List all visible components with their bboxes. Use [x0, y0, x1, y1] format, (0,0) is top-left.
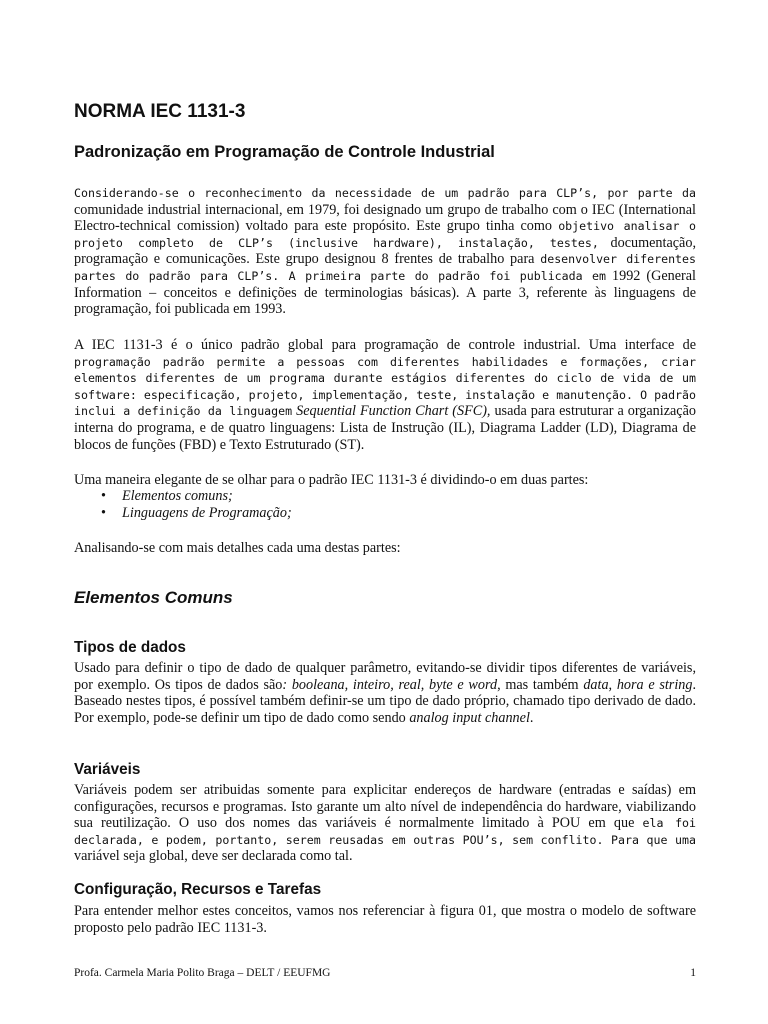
para2-d: usada para estruturar a organização interna do programa, e de quatro linguagens: Lista de Instrução (IL), Diagrama Ladder (LD), Diagrama de blocos de funções (FBD) e Texto Estruturado (ST). — [74, 403, 696, 453]
intro-paragraph — [74, 185, 696, 318]
list-item: • Elementos comuns; — [101, 488, 233, 504]
heading-configuracao: Configuração, Recursos e Tarefas — [74, 881, 322, 898]
parts-list — [74, 488, 574, 522]
footer-author: Profa. Carmela Maria Polito Braga – DELT / EEUFMG — [74, 967, 331, 979]
page-number: 1 — [690, 967, 696, 979]
configuracao-paragraph: Para entender melhor estes conceitos, vamos nos referenciar à figura 01, que mostra o modelo de software proposto pelo padrão IEC 1131-3. — [74, 903, 696, 936]
analysis-paragraph: Analisando-se com mais detalhes cada uma destas partes: — [74, 540, 401, 556]
tipos-de-dados-paragraph: Usado para definir o tipo de dado de qualquer parâmetro, evitando-se dividir tipos diferentes de variáveis, por exemplo. Os tipos de dados são: booleana, inteiro, real, byte e word, mas também data, hora e string. Baseado nestes tipos, é possível também definir-se um tipo de dado próprio, chamado tipo derivado de dado. Por exemplo, pode-se definir um tipo de dado como sendo analog input channel. — [74, 660, 697, 726]
intro-part2: comunidade industrial internacional, em 1979, foi designado um grupo de trabalho com o IEC (International Electro-technical comission) voltado para este propósito. Este grupo tinha como — [74, 201, 696, 235]
heading-tipos-de-dados: Tipos de dados — [74, 639, 186, 656]
para2-b: programação padrão permite a pessoas com diferentes habilidades e formações, criar elementos diferentes de um programa durante estágios diferentes do ciclo de vida de um software: especificação, projeto, implementação, teste, instalação e manutenção. O padrão inclui a definição da linguagem — [74, 354, 696, 419]
intro-part3: objetivo analisar o projeto completo de CLP’s (inclusive hardware), instalação, testes, — [74, 219, 697, 250]
section-title-elementos-comuns: Elementos Comuns — [74, 588, 233, 607]
division-paragraph: Uma maneira elegante de se olhar para o padrão IEC 1131-3 é dividindo-o em duas partes: — [74, 472, 589, 488]
iec-overview-paragraph — [74, 337, 696, 453]
intro-part1: Considerando-se o reconhecimento da necessidade de um padrão para CLP’s, por parte da — [74, 186, 696, 200]
document-subtitle: Padronização em Programação de Controle Industrial — [74, 143, 495, 161]
intro-part6: 1992 (General Information – conceitos e definições de terminologias básicas). A parte 3, referente às linguagens de programação, foi publicada em 1993. — [74, 267, 696, 318]
list-item: • Linguagens de Programação; — [101, 505, 292, 521]
document-title: NORMA IEC 1131-3 — [74, 101, 246, 122]
heading-variaveis: Variáveis — [74, 761, 141, 778]
para2-sfc: Sequential Function Chart (SFC), — [296, 403, 491, 420]
intro-part4: documentação, programação e comunicações. Este grupo designou 8 frentes de trabalho para — [74, 234, 696, 268]
intro-part5: desenvolver diferentes partes do padrão para CLP’s. A primeira parte do padrão foi publicada em — [74, 252, 696, 283]
para2-a: A IEC 1131-3 é o único padrão global para programação de controle industrial. Uma interface de — [74, 337, 696, 353]
page-footer — [74, 967, 696, 979]
variaveis-paragraph: Variáveis podem ser atribuidas somente para explicitar endereços de hardware (entradas e saídas) em configurações, recursos e programas. Isto garante um alto nível de independência do hardware, viabilizando sua reutilização. O uso dos nomes das variáveis é normalmente limitado à POU em que ela foi declarada, e podem, portanto, serem reusadas em outras POU’s, sem conflito. Para que uma variável seja global, deve ser declarada como tal. — [74, 782, 697, 865]
